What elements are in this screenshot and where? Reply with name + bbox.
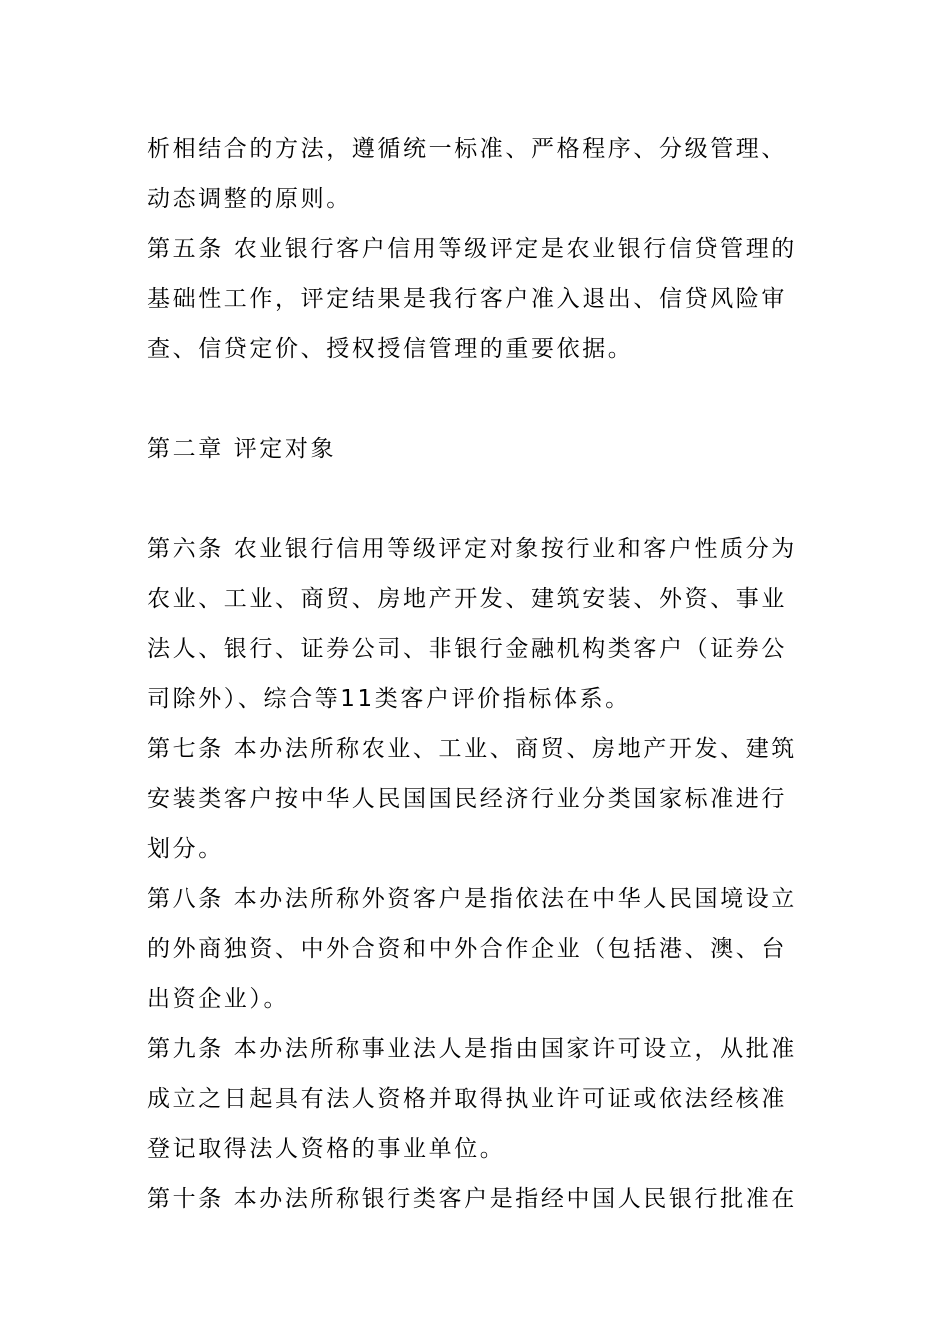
text-line: 法人、银行、证券公司、非银行金融机构类客户（证券公	[147, 636, 787, 662]
text-line: 的外商独资、中外合资和中外合作企业（包括港、澳、台	[147, 936, 787, 962]
text-line: 出资企业）。	[147, 986, 290, 1012]
text-line: 析相结合的方法，遵循统一标准、严格程序、分级管理、	[147, 136, 787, 162]
text-line: 动态调整的原则。	[147, 186, 352, 212]
text-line: 基础性工作，评定结果是我行客户准入退出、信贷风险审	[147, 286, 787, 312]
text-line: 划分。	[147, 836, 224, 862]
text-line: 登记取得法人资格的事业单位。	[147, 1136, 506, 1162]
text-line: 成立之日起具有法人资格并取得执业许可证或依法经核准	[147, 1086, 787, 1112]
text-line: 查、信贷定价、授权授信管理的重要依据。	[147, 336, 634, 362]
article-6-heading-line: 第六条 农业银行信用等级评定对象按行业和客户性质分为	[147, 536, 797, 562]
text-line: 安装类客户按中华人民国国民经济行业分类国家标准进行	[147, 786, 787, 812]
article-7-heading-line: 第七条 本办法所称农业、工业、商贸、房地产开发、建筑	[147, 736, 797, 762]
chapter-heading: 第二章 评定对象	[147, 436, 337, 462]
paragraph-spacer	[147, 474, 807, 524]
document-body	[147, 124, 807, 1224]
article-8-heading-line: 第八条 本办法所称外资客户是指依法在中华人民国境设立	[147, 886, 797, 912]
text-line: 司除外）、综合等11类客户评价指标体系。	[147, 686, 631, 712]
text-line: 农业、工业、商贸、房地产开发、建筑安装、外资、事业	[147, 586, 787, 612]
article-5-heading-line: 第五条 农业银行客户信用等级评定是农业银行信贷管理的	[147, 236, 797, 262]
article-10-heading-line: 第十条 本办法所称银行类客户是指经中国人民银行批准在	[147, 1186, 797, 1212]
article-9-heading-line: 第九条 本办法所称事业法人是指由国家许可设立，从批准	[147, 1036, 797, 1062]
paragraph-spacer	[147, 374, 807, 424]
